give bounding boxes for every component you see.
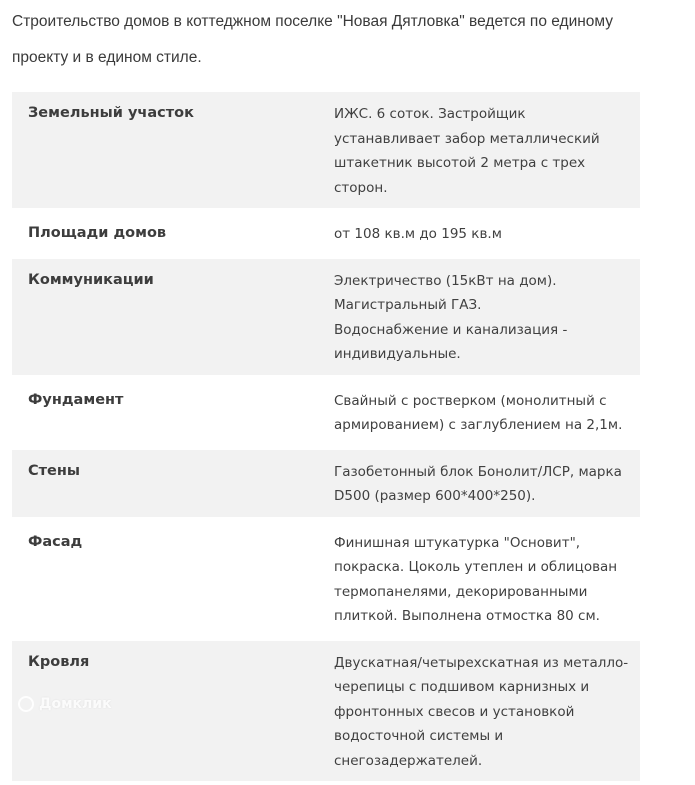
spec-value: от 108 кв.м до 195 кв.м [318, 212, 640, 255]
spec-value: Финишная штукатурка "Основит", покраска. Цоколь утеплен и облицован термопанелями, декорированными плиткой. Выполнена отмостка 80 см. [318, 521, 640, 637]
spec-row-foundation [12, 379, 640, 450]
intro-paragraph: Строительство домов в коттеджном поселке "Новая Дятловка" ведется по единому проекту и в едином стиле. [12, 4, 672, 76]
watermark [18, 696, 112, 712]
spec-row-roof [12, 641, 640, 785]
spec-value: Двускатная/четырехскатная из металло-черепицы с подшивом карнизных и фронтонных свесов и установкой водосточной системы и снегозадержателей. [318, 641, 640, 782]
domclick-logo-icon [18, 696, 34, 712]
spec-row-land [12, 92, 640, 212]
spec-value: Электричество (15кВт на дом). Магистральный ГАЗ. Водоснабжение и канализация - индивидуальные. [318, 259, 640, 375]
spec-row-facade [12, 521, 640, 641]
specs-table [12, 92, 640, 785]
spec-label: Стены [12, 450, 318, 490]
spec-row-area [12, 212, 640, 259]
spec-row-utilities [12, 259, 640, 379]
watermark-text: Домклик [39, 696, 112, 712]
spec-label: Кровля [12, 641, 318, 681]
spec-row-walls [12, 450, 640, 521]
spec-label: Коммуникации [12, 259, 318, 299]
spec-label: Земельный участок [12, 92, 318, 132]
spec-label: Площади домов [12, 212, 318, 252]
spec-value: Свайный с ростверком (монолитный с армированием) с заглублением на 2,1м. [318, 379, 640, 446]
spec-label: Фундамент [12, 379, 318, 419]
spec-value: ИЖС. 6 соток. Застройщик устанавливает забор металлический штакетник высотой 2 метра с трех сторон. [318, 92, 640, 208]
spec-value: Газобетонный блок Бонолит/ЛСР, марка D500 (размер 600*400*250). [318, 450, 640, 517]
spec-label: Фасад [12, 521, 318, 561]
